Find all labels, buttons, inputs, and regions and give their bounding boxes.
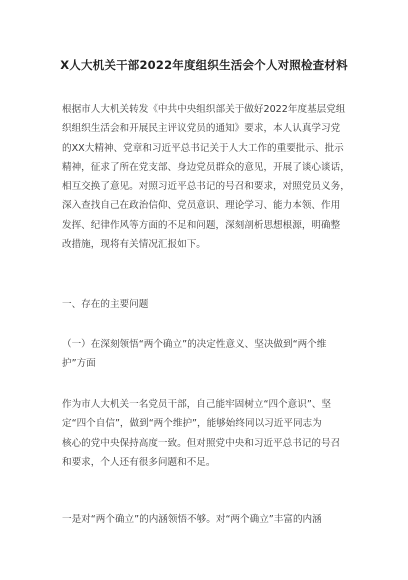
text-line: 定“四个自信”，做到“两个维护”，能够始终同以习近平同志为 [62,418,322,430]
text-line: 核心的党中央保持高度一致。但对照党中央和习近平总书记的号召 [62,437,341,449]
text-line: 深入查找自己在政治信仰、党员意识、理论学习、能力本领、作用 [62,200,341,212]
text-line: 一、存在的主要问题 [62,299,149,310]
text-line: 的XX大精神、党章和习近平总书记关于人大工作的重要批示、批示 [62,142,344,154]
text-line: 发挥、纪律作风等方面的不足和问题，深刻剖析思想根源，明确整 [62,219,341,231]
intro-paragraph [62,100,362,254]
body-paragraph [62,395,362,472]
text-line: 相互交换了意见。对照习近平总书记的号召和要求，对照党员义务， [62,181,350,193]
section-heading [62,295,362,314]
text-line: （一）在深刻领悟“两个确立”的决定性意义、坚决做到“两个维 [62,339,327,350]
text-line: 一是对“两个确立”的内涵领悟不够。对“两个确立”丰富的内涵 [62,514,322,525]
body-paragraph [62,510,362,529]
subsection-heading [62,335,362,374]
text-line: 和要求，个人还有很多问题和不足。 [62,456,216,468]
text-line: 织组织生活会和开展民主评议党员的通知》要求，本人认真学习党 [62,123,341,135]
text-line: 护”方面 [62,358,96,370]
document-title: X人大机关干部2022年度组织生活会个人对照检查材料 [60,58,348,72]
text-line: 作为市人大机关一名党员干部，自己能牢固树立“四个意识”、坚 [62,399,331,410]
text-line: 根据市人大机关转发《中共中央组织部关于做好2022年度基层党组 [62,104,346,115]
text-line: 精神，征求了所在党支部、身边党员群众的意见，开展了谈心谈话， [62,161,350,173]
text-line: 改措施，现将有关情况汇报如下。 [62,239,206,251]
